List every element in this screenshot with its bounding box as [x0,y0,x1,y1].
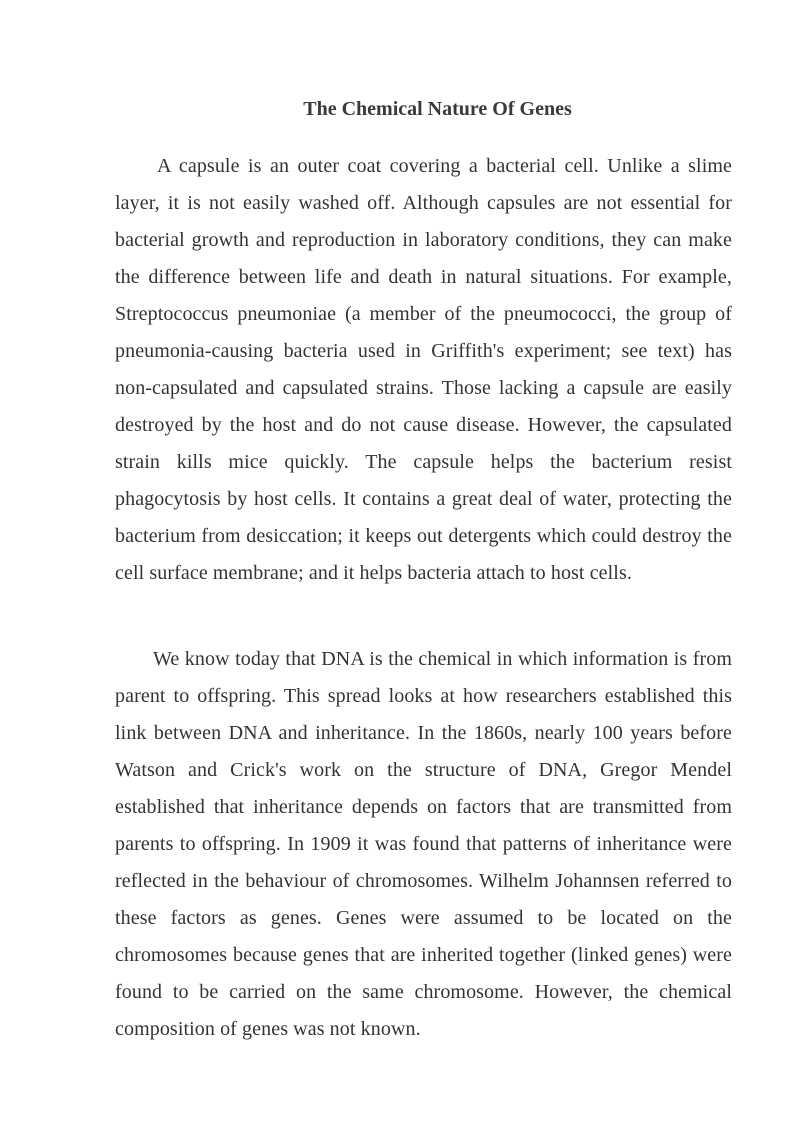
paragraph-dna-inheritance: We know today that DNA is the chemical in which information is from parent to offspring. This spread looks at how researchers established this link between DNA and inheritance. In the 1860s, nearly 100 years before Watson and Crick's work on the structure of DNA, Gregor Mendel established that inheritance depends on factors that are transmitted from parents to offspring. In 1909 it was found that patterns of inheritance were reflected in the behaviour of chromosomes. Wilhelm Johannsen referred to these factors as genes. Genes were assumed to be located on the chromosomes because genes that are inherited together (linked genes) were found to be carried on the same chromosome. However, the chemical composition of genes was not known. [115,648,732,1040]
document-title: The Chemical Nature Of Genes [303,98,572,120]
paragraph-capsule: A capsule is an outer coat covering a bacterial cell. Unlike a slime layer, it is not easily washed off. Although capsules are not essential for bacterial growth and reproduction in laboratory conditions, they can make the difference between life and death in natural situations. For example, Streptococcus pneumoniae (a member of the pneumococci, the group of pneumonia-causing bacteria used in Griffith's experiment; see text) has non-capsulated and capsulated strains. Those lacking a capsule are easily destroyed by the host and do not cause disease. However, the capsulated strain kills mice quickly. The capsule helps the bacterium resist phagocytosis by host cells. It contains a great deal of water, protecting the bacterium from desiccation; it keeps out detergents which could destroy the cell surface membrane; and it helps bacteria attach to host cells. [115,155,732,584]
